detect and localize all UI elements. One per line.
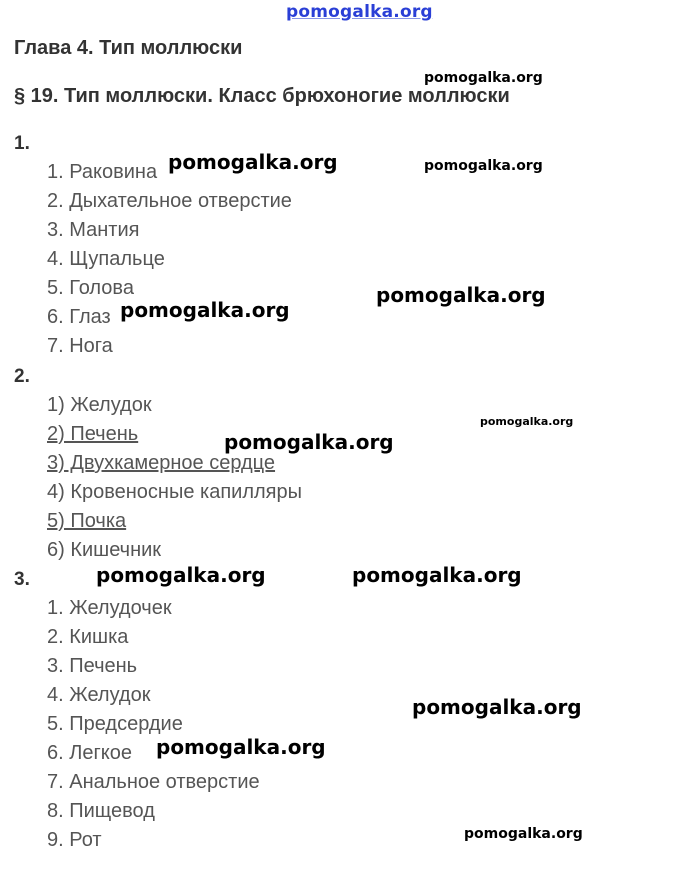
list-item-text: 3) Двухкамерное сердце <box>47 452 276 474</box>
list-item: 1. Раковина <box>47 161 158 183</box>
list-item: 1. Желудочек <box>47 597 172 619</box>
list-item: 2. Дыхательное отверстие <box>47 190 292 212</box>
watermark: pomogalka.org <box>156 735 326 759</box>
chapter-title: Глава 4. Тип моллюски <box>14 37 243 59</box>
watermark: pomogalka.org <box>224 430 394 454</box>
question-number: 2. <box>14 366 30 387</box>
list-item: 7. Нога <box>47 335 113 357</box>
question-number: 3. <box>14 569 30 590</box>
list-item: 6. Легкое <box>47 742 132 764</box>
list-item: 9. Рот <box>47 829 102 851</box>
list-item: 6. Глаз <box>47 306 111 328</box>
watermark: pomogalka.org <box>376 283 546 307</box>
list-item: 5. Предсердие <box>47 713 183 735</box>
list-item-underlined <box>47 452 275 475</box>
list-item: 2. Кишка <box>47 626 129 648</box>
list-item-underlined <box>47 423 138 446</box>
list-item: 6) Кишечник <box>47 539 162 561</box>
watermark: pomogalka.org <box>480 415 574 428</box>
watermark: pomogalka.org <box>424 70 543 86</box>
list-item: 7. Анальное отверстие <box>47 771 260 793</box>
list-item: 4) Кровеносные капилляры <box>47 481 303 503</box>
site-link[interactable]: pomogalka.org <box>286 2 433 22</box>
list-item: 5. Голова <box>47 277 134 299</box>
section-title: § 19. Тип моллюски. Класс брюхоногие моллюски <box>14 85 510 107</box>
list-item-text: 2) Печень <box>47 423 139 445</box>
watermark: pomogalka.org <box>412 695 582 719</box>
watermark: pomogalka.org <box>352 563 522 587</box>
watermark: pomogalka.org <box>464 826 583 842</box>
watermark: pomogalka.org <box>96 563 266 587</box>
list-item-underlined <box>47 510 126 533</box>
list-item: 4. Желудок <box>47 684 151 706</box>
watermark: pomogalka.org <box>168 150 338 174</box>
list-item: 3. Печень <box>47 655 138 677</box>
list-item: 1) Желудок <box>47 394 152 416</box>
list-item: 4. Щупальце <box>47 248 165 270</box>
watermark: pomogalka.org <box>424 158 543 174</box>
list-item: 3. Мантия <box>47 219 140 241</box>
question-number: 1. <box>14 133 30 154</box>
watermark: pomogalka.org <box>120 298 290 322</box>
list-item: 8. Пищевод <box>47 800 155 822</box>
list-item-text: 5) Почка <box>47 510 127 532</box>
